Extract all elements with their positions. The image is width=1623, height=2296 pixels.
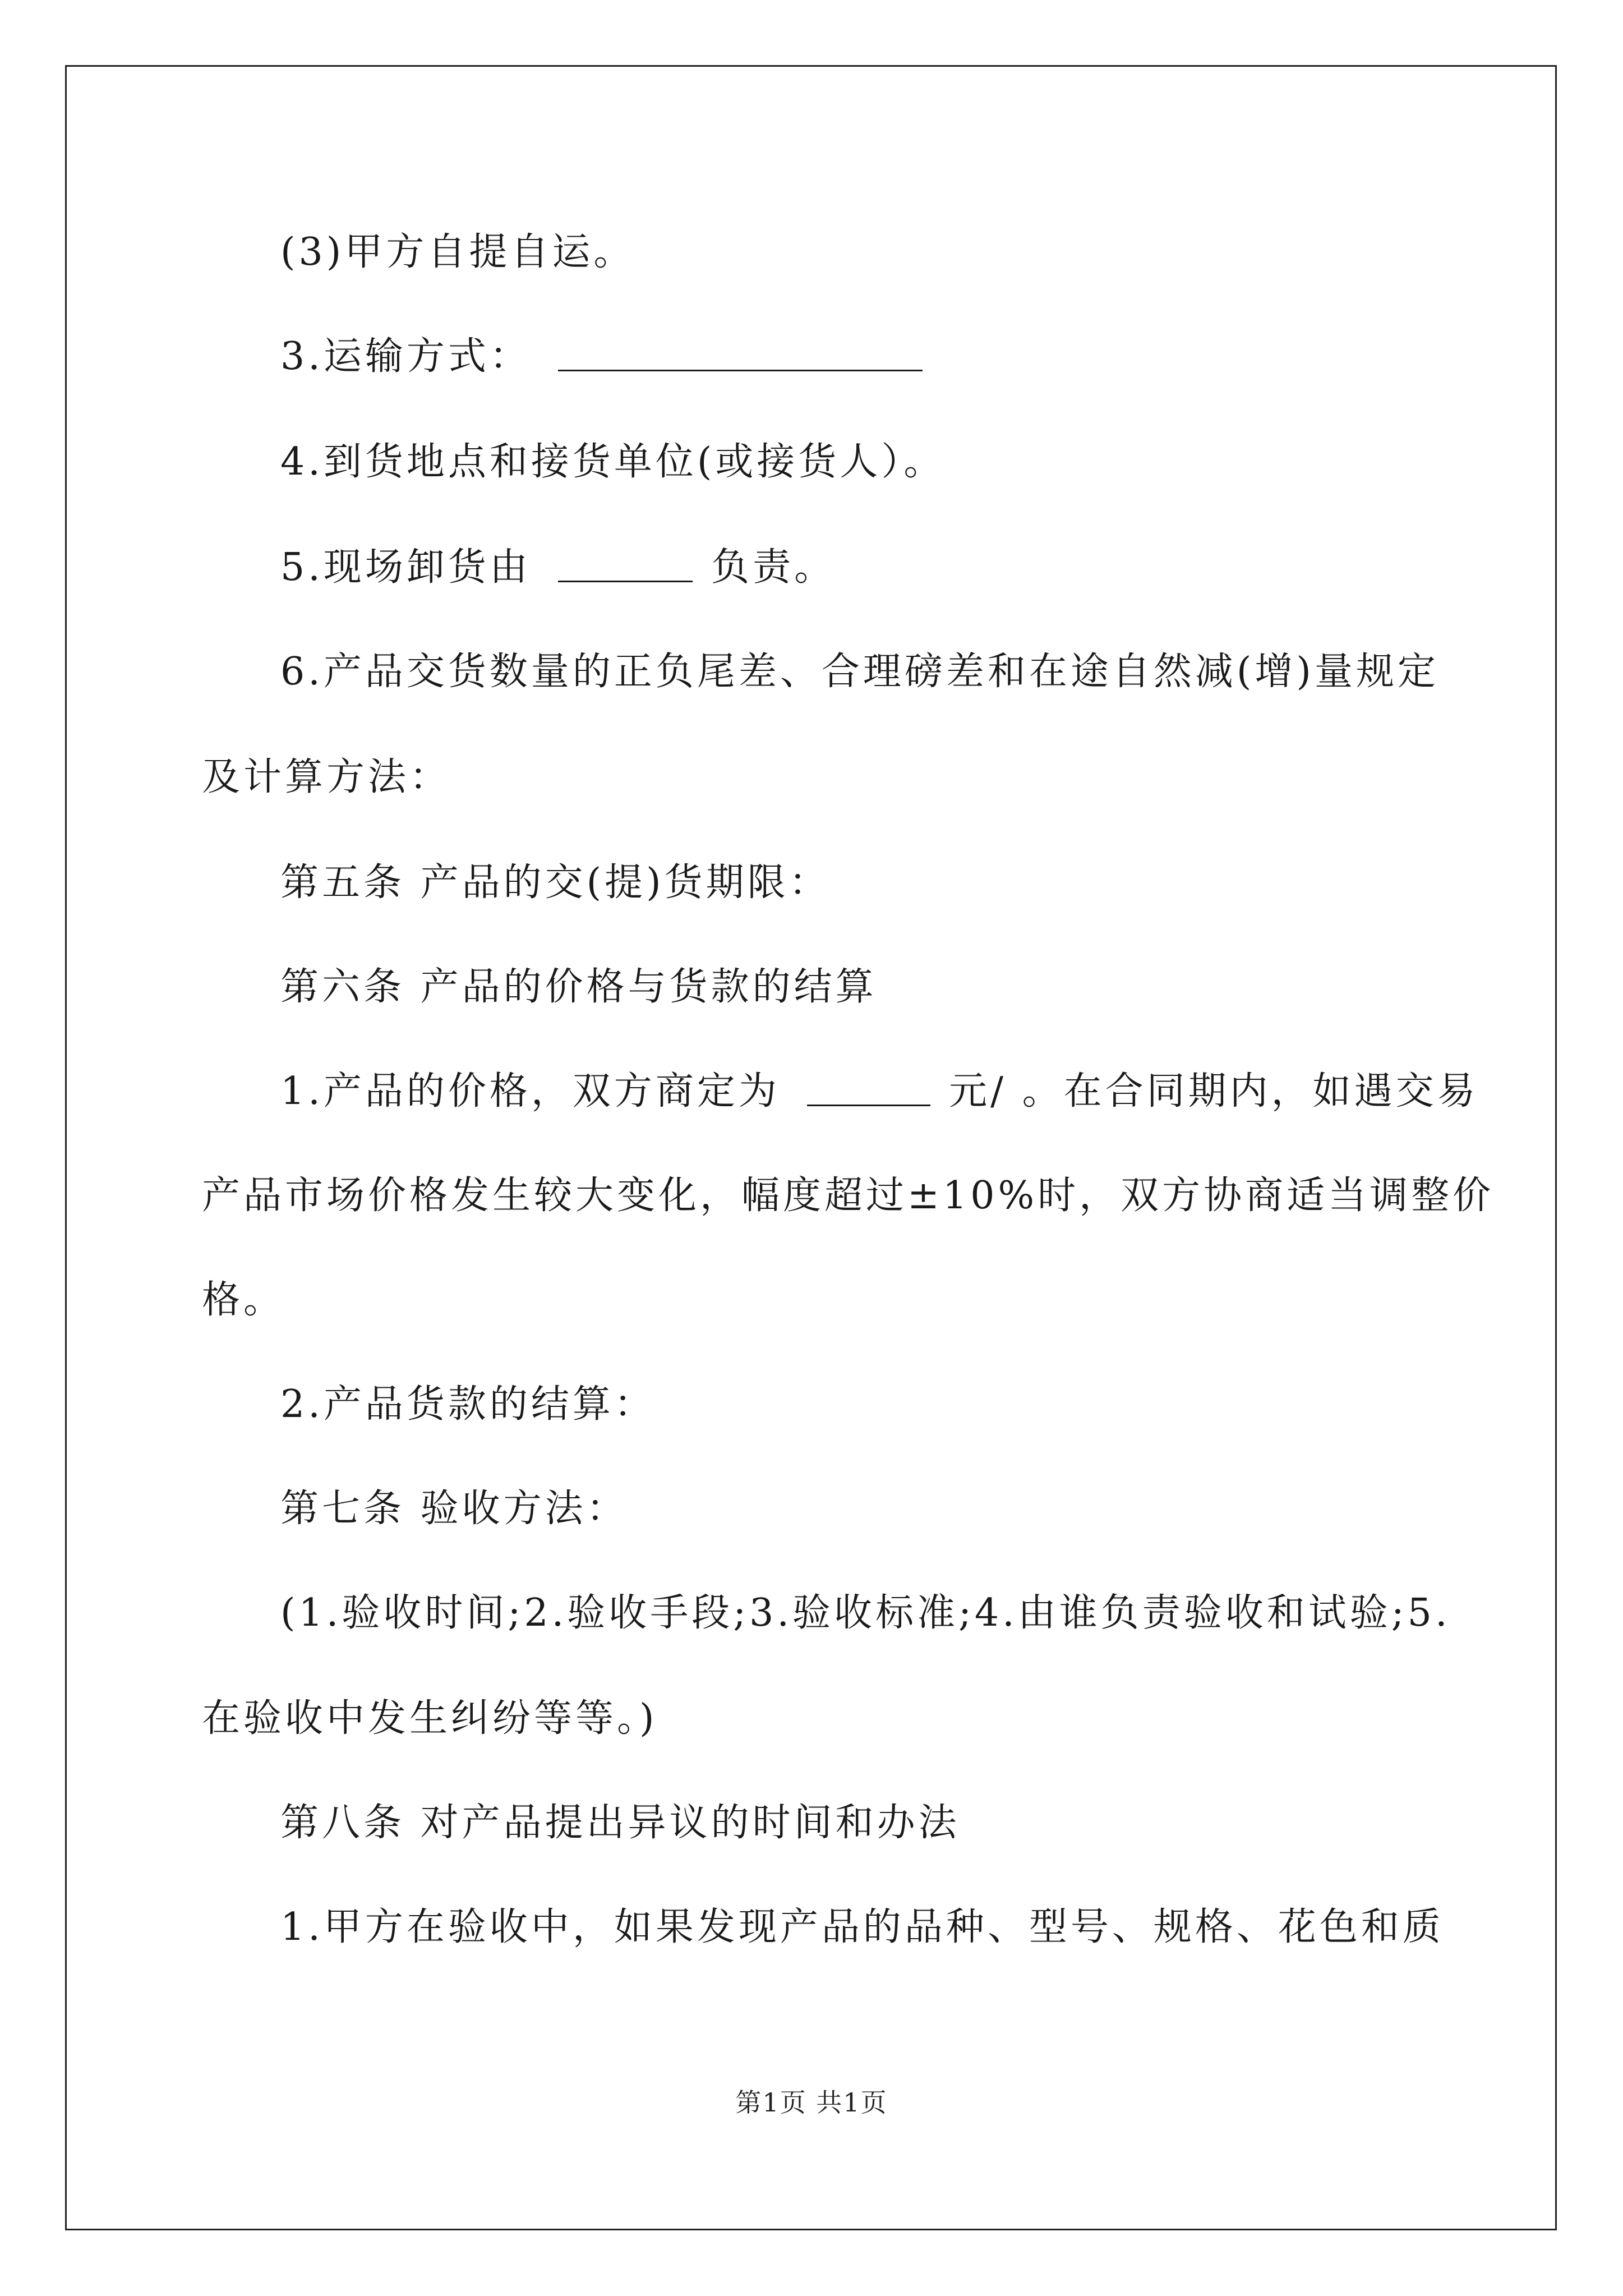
paragraph-unloading xyxy=(280,542,1509,593)
article-seven xyxy=(280,1483,1509,1535)
paragraph-settlement xyxy=(280,1379,1509,1430)
paragraph-text: 4.到货地点和接货单位(或接货人）。 xyxy=(280,440,946,484)
paragraph-line: 在验收中发生纠纷等等。) xyxy=(202,1696,658,1741)
page-number: 第1页 共1页 xyxy=(735,2087,888,2118)
paragraph-text: 2.产品货款的结算： xyxy=(280,1382,656,1427)
paragraph-text: 1.甲方在验收中，如果发现产品的品种、型号、规格、花色和质 xyxy=(280,1905,1444,1949)
paragraph-text: 1.产品的价格，双方商定为 xyxy=(280,1069,780,1114)
article-heading: 第五条 产品的交(提)货期限： xyxy=(280,861,831,905)
paragraph-text: (3)甲方自提自运。 xyxy=(280,230,635,274)
price-blank[interactable] xyxy=(807,1072,930,1106)
transport-method-blank[interactable] xyxy=(558,337,923,371)
article-six xyxy=(280,961,1509,1013)
page-footer xyxy=(0,2086,1623,2119)
article-heading: 第七条 验收方法： xyxy=(280,1487,628,1531)
paragraph-line: 格。 xyxy=(202,1278,285,1322)
unloading-party-blank[interactable] xyxy=(558,548,693,582)
article-heading: 第八条 对产品提出异议的时间和办法 xyxy=(280,1801,960,1845)
paragraph-line: 产品市场价格发生较大变化，幅度超过±10%时，双方协商适当调整价 xyxy=(202,1174,1495,1218)
paragraph-text: 3.运输方式： xyxy=(280,334,531,379)
paragraph-objection xyxy=(280,1902,1509,1953)
paragraph-line xyxy=(280,1066,1479,1117)
paragraph-text: 元/ 。在合同期内，如遇交易 xyxy=(949,1069,1479,1114)
paragraph-text: 5.现场卸货由 xyxy=(280,545,531,590)
paragraph-text: 负责。 xyxy=(711,545,836,590)
paragraph-pickup xyxy=(280,227,1509,278)
paragraph-line: 及计算方法： xyxy=(202,755,451,799)
article-heading: 第六条 产品的价格与货款的结算 xyxy=(280,965,877,1009)
paragraph-line: 6.产品交货数量的正负尾差、合理磅差和在途自然减(增)量规定 xyxy=(280,650,1439,694)
article-eight xyxy=(280,1797,1509,1849)
article-five xyxy=(280,857,1509,909)
paragraph-delivery-place xyxy=(280,436,1509,488)
paragraph-transport-method xyxy=(280,331,1509,383)
paragraph-line: (1.验收时间;2.验收手段;3.验收标准;4.由谁负责验收和试验;5. xyxy=(280,1591,1451,1635)
